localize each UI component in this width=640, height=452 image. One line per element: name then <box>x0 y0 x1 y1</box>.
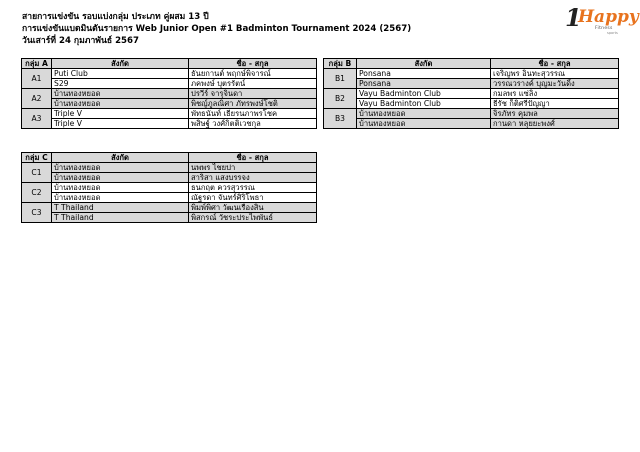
logo-subtext: sports <box>607 31 618 35</box>
player-name-cell: พิมพ์พิศา วัฒนเรืองสิน <box>189 203 317 213</box>
column-header-group: กลุ่ม B <box>324 59 357 69</box>
column-header-club: สังกัด <box>357 59 491 69</box>
table-row <box>22 213 317 223</box>
table-row <box>22 183 317 193</box>
column-header-group: กลุ่ม C <box>22 153 52 163</box>
table-row <box>22 193 317 203</box>
table-row <box>324 79 619 89</box>
player-name-cell: พิชญ์ภูลณิศา ภัทรพงษ์โชติ <box>189 99 317 109</box>
player-name-cell: พิสกรณ์ วัชระประไพพันธ์ <box>189 213 317 223</box>
table-row <box>22 69 317 79</box>
club-cell: Vayu Badminton Club <box>357 99 491 109</box>
table-row <box>324 109 619 119</box>
player-name-cell: พสิษฐ์ วงศ์กิตติเวชกุล <box>189 119 317 129</box>
player-name-cell: ธนกฤต ควรสุวรรณ <box>189 183 317 193</box>
player-name-cell: นพพร ไชยปา <box>189 163 317 173</box>
pair-label: C3 <box>22 203 52 223</box>
table-row <box>22 119 317 129</box>
sponsor-logo <box>565 3 639 36</box>
player-name-cell: พัทธนันท์ เธียรนภาพรโชค <box>189 109 317 119</box>
club-cell: Vayu Badminton Club <box>357 89 491 99</box>
logo-word: Happy <box>578 7 639 27</box>
table-row <box>22 89 317 99</box>
table-row <box>22 163 317 173</box>
club-cell: บ้านทองหยอด <box>52 163 189 173</box>
heading-tournament-line: การแข่งขันแบดมินตันรายการ Web Junior Open #1 Badminton Tournament 2024 (2567) <box>22 24 412 34</box>
column-header-name: ชื่อ - สกุล <box>189 59 317 69</box>
player-name-cell: ธีรัช ก็ติศรีปัญญา <box>491 99 619 109</box>
club-cell: บ้านทองหยอด <box>52 183 189 193</box>
table-row <box>324 119 619 129</box>
table-row <box>22 99 317 109</box>
table-header-row <box>22 59 317 69</box>
pair-label: A2 <box>22 89 52 109</box>
player-name-cell: เจริญพร อินทะสุวรรณ <box>491 69 619 79</box>
club-cell: บ้านทองหยอด <box>357 109 491 119</box>
pair-label: C1 <box>22 163 52 183</box>
player-name-cell: สาริสา แสงบรรจง <box>189 173 317 183</box>
logo-tagline: Fitness <box>595 26 613 31</box>
club-cell: Triple V <box>52 109 189 119</box>
column-header-name: ชื่อ - สกุล <box>491 59 619 69</box>
heading-date-line: วันเสาร์ที่ 24 กุมภาพันธ์ 2567 <box>22 36 139 46</box>
table-row <box>324 69 619 79</box>
table-row <box>22 203 317 213</box>
club-cell: Ponsana <box>357 79 491 89</box>
table-row <box>324 99 619 109</box>
player-name-cell: กมลพร แซ่ลิ่ง <box>491 89 619 99</box>
table-row <box>324 89 619 99</box>
club-cell: T Thailand <box>52 203 189 213</box>
group-a-table <box>21 58 317 129</box>
table-header-row <box>324 59 619 69</box>
club-cell: บ้านทองหยอด <box>52 89 189 99</box>
player-name-cell: ณัฐรดา จันทร์ศิริโพธา <box>189 193 317 203</box>
club-cell: บ้านทองหยอด <box>52 173 189 183</box>
player-name-cell: วรรณวรางค์ บุญมะวันดิ์ง <box>491 79 619 89</box>
table-header-row <box>22 153 317 163</box>
club-cell: บ้านทองหยอด <box>52 193 189 203</box>
column-header-club: สังกัด <box>52 153 189 163</box>
pair-label: A3 <box>22 109 52 129</box>
pair-label: B1 <box>324 69 357 89</box>
player-name-cell: ธันยกานต์ พฤกษ์พิจารณ์ <box>189 69 317 79</box>
pair-label: C2 <box>22 183 52 203</box>
table-row <box>22 173 317 183</box>
club-cell: Triple V <box>52 119 189 129</box>
club-cell: บ้านทองหยอด <box>52 99 189 109</box>
column-header-club: สังกัด <box>52 59 189 69</box>
column-header-group: กลุ่ม A <box>22 59 52 69</box>
player-name-cell: ภคพงษ์ บุตรรัตน์ <box>189 79 317 89</box>
group-b-table <box>323 58 619 129</box>
club-cell: บ้านทองหยอด <box>357 119 491 129</box>
heading-event-line: สายการแข่งขัน รอบแบ่งกลุ่ม ประเภท คู่ผสม 13 ปี <box>22 12 209 22</box>
logo-numeral: 1 <box>565 3 582 32</box>
player-name-cell: กานดา หลุยยะพงศ์ <box>491 119 619 129</box>
club-cell: T Thailand <box>52 213 189 223</box>
pair-label: B3 <box>324 109 357 129</box>
club-cell: S29 <box>52 79 189 89</box>
player-name-cell: ปรวีร์ จารุจินดา <box>189 89 317 99</box>
club-cell: Puti Club <box>52 69 189 79</box>
group-c-table <box>21 152 317 223</box>
pair-label: A1 <box>22 69 52 89</box>
player-name-cell: จิรภัทร คุมพล <box>491 109 619 119</box>
column-header-name: ชื่อ - สกุล <box>189 153 317 163</box>
club-cell: Ponsana <box>357 69 491 79</box>
table-row <box>22 79 317 89</box>
table-row <box>22 109 317 119</box>
pair-label: B2 <box>324 89 357 109</box>
